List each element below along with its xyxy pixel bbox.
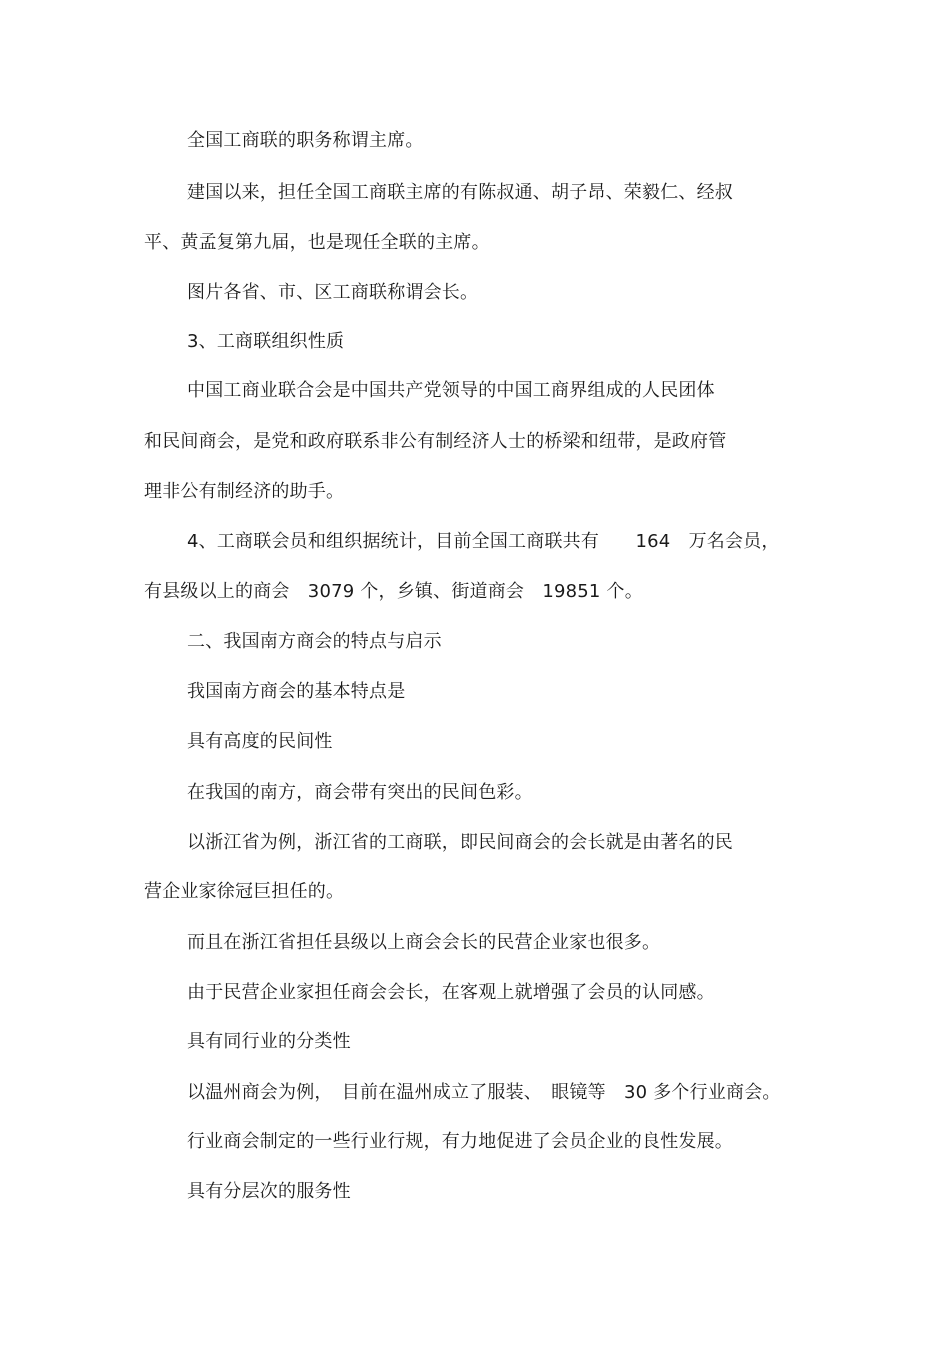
paragraph-nature-cont-1: 和民间商会，是党和政府联系非公有制经济人士的桥梁和纽带，是政府管 xyxy=(144,431,727,452)
paragraph-basic-features: 我国南方商会的基本特点是 xyxy=(187,681,406,702)
paragraph-identity: 由于民营企业家担任商会会长，在客观上就增强了会员的认同感。 xyxy=(187,982,715,1003)
paragraph-members-cont: 有县级以上的商会 3079 个，乡镇、街道商会 19851 个。 xyxy=(144,581,643,602)
paragraph-zhejiang-presidents: 而且在浙江省担任县级以上商会会长的民营企业家也很多。 xyxy=(187,932,661,953)
section-heading-4: 4、工商联会员和组织据统计，目前全国工商联共有 164 万名会员， xyxy=(187,531,780,552)
section-heading-two: 二、我国南方商会的特点与启示 xyxy=(187,631,442,652)
paragraph-nature-cont-2: 理非公有制经济的助手。 xyxy=(144,481,345,502)
feature-heading-service: 具有分层次的服务性 xyxy=(187,1181,351,1202)
paragraph-civil: 在我国的南方，商会带有突出的民间色彩。 xyxy=(187,782,533,803)
section-heading-3: 3、工商联组织性质 xyxy=(187,331,345,352)
paragraph-zhejiang: 以浙江省为例，浙江省的工商联，即民间商会的会长就是由著名的民 xyxy=(187,832,733,853)
paragraph-industry-rules: 行业商会制定的一些行业行规，有力地促进了会员企业的良性发展。 xyxy=(187,1131,733,1152)
paragraph-nature: 中国工商业联合会是中国共产党领导的中国工商界组成的人民团体 xyxy=(187,380,715,401)
paragraph-chairmen-history-cont: 平、黄孟复第九届，也是现任全联的主席。 xyxy=(144,232,490,253)
paragraph-zhejiang-cont: 营企业家徐冠巨担任的。 xyxy=(144,881,345,902)
feature-heading-civil: 具有高度的民间性 xyxy=(187,731,333,752)
paragraph-chairman-title: 全国工商联的职务称谓主席。 xyxy=(187,130,424,151)
paragraph-chairmen-history: 建国以来，担任全国工商联主席的有陈叔通、胡子昂、荣毅仁、经叔 xyxy=(187,182,733,203)
paragraph-wenzhou: 以温州商会为例， 目前在温州成立了服装、 眼镜等 30 多个行业商会。 xyxy=(187,1082,781,1103)
paragraph-provincial-title: 图片各省、市、区工商联称谓会长。 xyxy=(187,282,479,303)
feature-heading-industry: 具有同行业的分类性 xyxy=(187,1031,351,1052)
